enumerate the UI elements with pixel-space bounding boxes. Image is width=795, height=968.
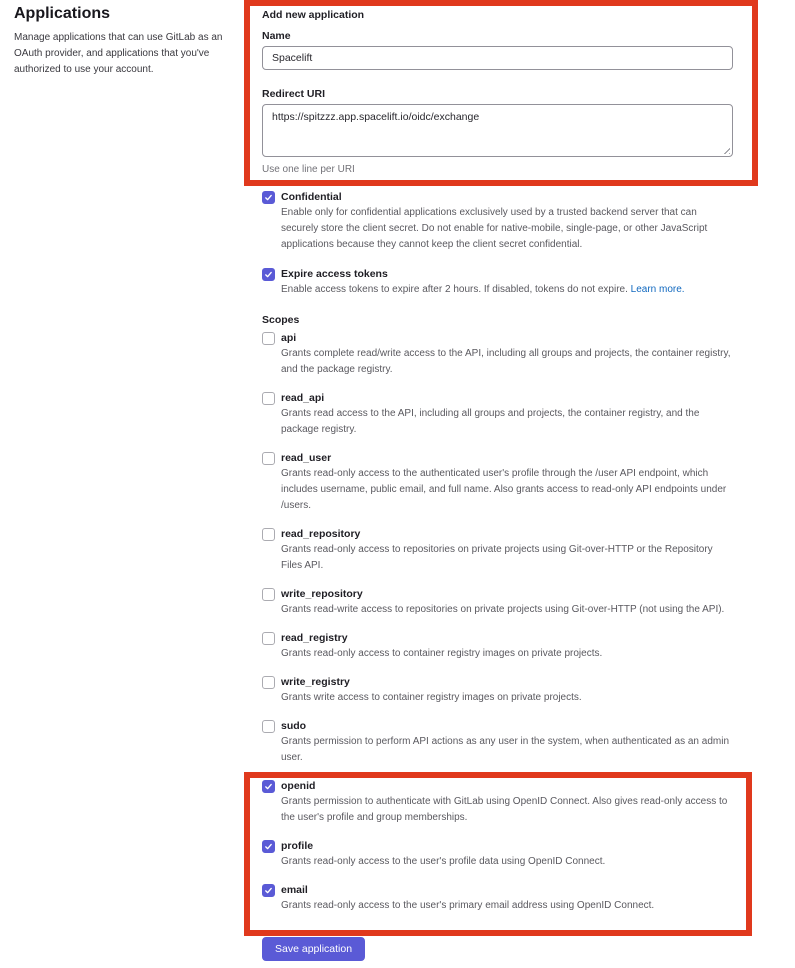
scope-checkbox-read_user[interactable] <box>262 452 275 465</box>
option-description-confidential: Enable only for confidential applications exclusively used by a trusted backend server that can securely store the client secret. Do not enable for native-mobile, single-page, or other JavaScript applications because they cannot keep the client secret confidential. <box>281 207 708 250</box>
page-description: Manage applications that can use GitLab as an OAuth provider, and applications that you've authorized to use your account. <box>14 32 223 75</box>
scope-description-read_repository: Grants read-only access to repositories on private projects using Git-over-HTTP or the Repository Files API. <box>281 544 713 571</box>
scope-checkbox-read_registry[interactable] <box>262 632 275 645</box>
checkbox-row <box>262 674 733 690</box>
option-checkbox-confidential[interactable] <box>262 191 275 204</box>
option-label-expire-access-tokens[interactable]: Expire access tokens <box>281 268 388 280</box>
checkbox-row <box>262 838 733 854</box>
scope-item-read_repository <box>262 526 733 574</box>
scope-item-read_registry <box>262 630 733 662</box>
scope-item-write_registry <box>262 674 733 706</box>
scopes-list <box>262 330 733 914</box>
checkbox-row <box>262 189 733 205</box>
option-label-confidential[interactable]: Confidential <box>281 191 342 203</box>
scope-checkbox-profile[interactable] <box>262 840 275 853</box>
scope-checkbox-read_repository[interactable] <box>262 528 275 541</box>
checkbox-row <box>262 718 733 734</box>
page-title: Applications <box>14 5 111 22</box>
option-checkbox-expire-access-tokens[interactable] <box>262 268 275 281</box>
scope-description-sudo: Grants permission to perform API actions as any user in the system, when authenticated as an admin user. <box>281 736 730 763</box>
checkbox-row <box>262 266 733 282</box>
scope-label-api[interactable]: api <box>281 332 297 344</box>
redirect-uri-label: Redirect URI <box>262 88 326 100</box>
scope-item-profile <box>262 838 733 870</box>
scope-item-read_api <box>262 390 733 438</box>
scope-label-openid[interactable]: openid <box>281 780 316 792</box>
scope-label-email[interactable]: email <box>281 884 308 896</box>
option-description-expire-access-tokens: Enable access tokens to expire after 2 hours. If disabled, tokens do not expire. Learn more. <box>281 284 685 295</box>
scope-label-sudo[interactable]: sudo <box>281 720 307 732</box>
scope-label-write_registry[interactable]: write_registry <box>281 676 350 688</box>
learn-more-link[interactable]: Learn more. <box>630 284 685 295</box>
scope-label-read_repository[interactable]: read_repository <box>281 528 361 540</box>
checkbox-row <box>262 778 733 794</box>
scope-description-write_repository: Grants read-write access to repositories on private projects using Git-over-HTTP (not using the API). <box>281 604 725 615</box>
scope-description-openid: Grants permission to authenticate with GitLab using OpenID Connect. Also gives read-only access to the user's profile and group memberships. <box>281 796 728 823</box>
options-list <box>262 189 733 298</box>
checkbox-row <box>262 882 733 898</box>
name-label: Name <box>262 30 291 42</box>
scope-label-profile[interactable]: profile <box>281 840 314 852</box>
checkbox-row <box>262 586 733 602</box>
checkbox-row <box>262 450 733 466</box>
scope-label-read_registry[interactable]: read_registry <box>281 632 348 644</box>
scope-item-read_user <box>262 450 733 514</box>
scope-description-write_registry: Grants write access to container registry images on private projects. <box>281 692 582 703</box>
scope-checkbox-read_api[interactable] <box>262 392 275 405</box>
scope-description-read_user: Grants read-only access to the authenticated user's profile through the /user API endpoint, which includes username, public email, and full name. Also grants access to read-only API endpoints under /users. <box>281 468 727 511</box>
scope-label-read_user[interactable]: read_user <box>281 452 332 464</box>
scope-checkbox-sudo[interactable] <box>262 720 275 733</box>
scope-description-read_registry: Grants read-only access to container registry images on private projects. <box>281 648 603 659</box>
scope-item-api <box>262 330 733 378</box>
scope-item-sudo <box>262 718 733 766</box>
scope-checkbox-api[interactable] <box>262 332 275 345</box>
form-section-title: Add new application <box>262 9 365 21</box>
scope-label-write_repository[interactable]: write_repository <box>281 588 363 600</box>
save-application-button[interactable]: Save application <box>262 937 365 961</box>
name-input[interactable] <box>262 46 733 70</box>
option-item-expire-access-tokens <box>262 266 733 298</box>
scope-description-api: Grants complete read/write access to the API, including all groups and projects, the container registry, and the package registry. <box>281 348 731 375</box>
scope-description-email: Grants read-only access to the user's primary email address using OpenID Connect. <box>281 900 655 911</box>
option-item-confidential <box>262 189 733 253</box>
checkbox-row <box>262 630 733 646</box>
redirect-uri-help: Use one line per URI <box>262 164 355 175</box>
scope-item-openid <box>262 778 733 826</box>
scope-description-read_api: Grants read access to the API, including all groups and projects, the container registry, and the package registry. <box>281 408 700 435</box>
scope-item-email <box>262 882 733 914</box>
checkbox-row <box>262 330 733 346</box>
settings-sidebar <box>0 0 248 78</box>
checkbox-row <box>262 526 733 542</box>
scope-checkbox-openid[interactable] <box>262 780 275 793</box>
add-application-form <box>262 0 733 961</box>
scope-checkbox-write_registry[interactable] <box>262 676 275 689</box>
checkbox-row <box>262 390 733 406</box>
scope-checkbox-write_repository[interactable] <box>262 588 275 601</box>
redirect-uri-field <box>262 104 733 157</box>
scope-item-write_repository <box>262 586 733 618</box>
scope-label-read_api[interactable]: read_api <box>281 392 325 404</box>
scope-description-profile: Grants read-only access to the user's profile data using OpenID Connect. <box>281 856 606 867</box>
scopes-label: Scopes <box>262 314 300 326</box>
redirect-uri-textarea[interactable] <box>262 104 733 157</box>
scope-checkbox-email[interactable] <box>262 884 275 897</box>
